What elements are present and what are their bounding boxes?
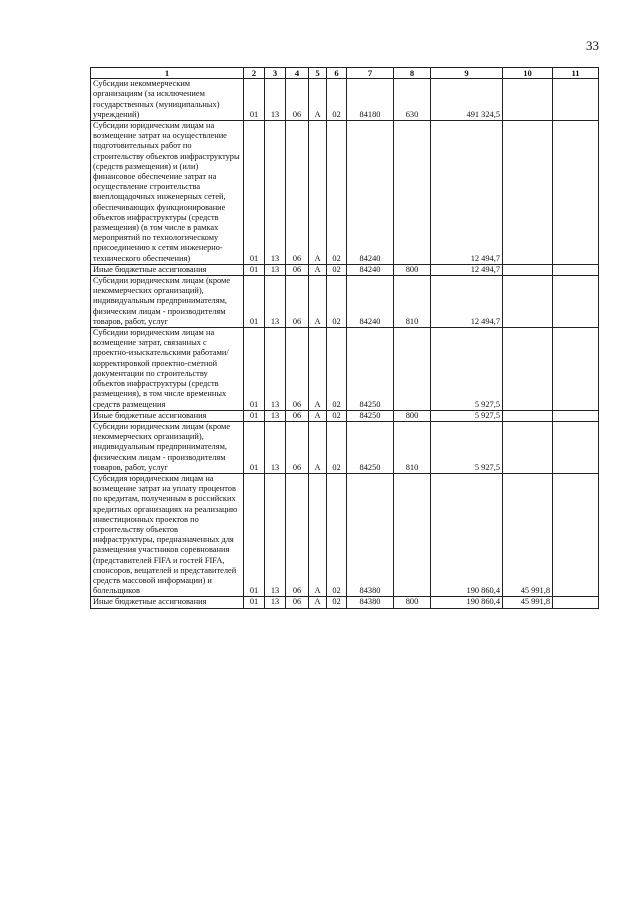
row-cell-c6: 02 (327, 79, 347, 121)
row-cell-c4: 06 (286, 473, 309, 596)
row-cell-c11 (553, 473, 599, 596)
row-cell-c4: 06 (286, 79, 309, 121)
row-cell-c3: 13 (265, 79, 286, 121)
row-cell-c10 (503, 328, 553, 411)
row-cell-c10 (503, 79, 553, 121)
row-cell-c9: 12 494,7 (431, 121, 503, 265)
row-cell-c6: 02 (327, 597, 347, 608)
row-cell-c10 (503, 421, 553, 473)
row-cell-c3: 13 (265, 473, 286, 596)
row-cell-c4: 06 (286, 597, 309, 608)
row-cell-c7: 84240 (347, 264, 394, 275)
row-cell-c8: 810 (394, 421, 431, 473)
row-cell-c8 (394, 328, 431, 411)
row-cell-c7: 84250 (347, 410, 394, 421)
row-cell-c9: 190 860,4 (431, 473, 503, 596)
row-description: Субсидии юридическим лицам на возмещение затрат на осуществление подготовительных работ по строительству объектов инфраструктуры (средств размещения) и (или) финансовое обеспечение затрат на осуществление строительства внеплощадочных инженерных сетей, обеспечивающих функционирование объектов инфраструктуры (средств размещения) (в том числе в рамках мероприятий по технологическому присоединению к сетям инженерно-технического обеспечения) (91, 121, 244, 265)
row-cell-c6: 02 (327, 328, 347, 411)
budget-table (90, 67, 599, 609)
row-cell-c5: А (309, 264, 327, 275)
row-cell-c3: 13 (265, 421, 286, 473)
row-cell-c5: А (309, 421, 327, 473)
row-cell-c6: 02 (327, 410, 347, 421)
row-cell-c9: 5 927,5 (431, 328, 503, 411)
row-cell-c2: 01 (244, 597, 265, 608)
row-cell-c4: 06 (286, 410, 309, 421)
col-header: 11 (553, 68, 599, 79)
row-cell-c3: 13 (265, 597, 286, 608)
row-cell-c2: 01 (244, 473, 265, 596)
row-cell-c10 (503, 276, 553, 328)
row-cell-c5: А (309, 597, 327, 608)
row-cell-c8: 630 (394, 79, 431, 121)
table-row (91, 121, 599, 265)
row-cell-c4: 06 (286, 264, 309, 275)
row-description: Иные бюджетные ассигнования (91, 597, 244, 608)
row-description: Субсидии юридическим лицам на возмещение затрат, связанных с проектно-изыскательскими работами/корректировкой проектно-сметной документации по строительству объектов инфраструктуры (средств размещения), в том числе временных средств размещения (91, 328, 244, 411)
col-header: 1 (91, 68, 244, 79)
row-cell-c5: А (309, 276, 327, 328)
col-header: 5 (309, 68, 327, 79)
row-cell-c8: 810 (394, 276, 431, 328)
row-cell-c7: 84240 (347, 121, 394, 265)
row-cell-c2: 01 (244, 421, 265, 473)
row-cell-c7: 84180 (347, 79, 394, 121)
row-cell-c9: 5 927,5 (431, 421, 503, 473)
col-header: 4 (286, 68, 309, 79)
col-header: 6 (327, 68, 347, 79)
row-description: Иные бюджетные ассигнования (91, 410, 244, 421)
row-description: Субсидии юридическим лицам (кроме некоммерческих организаций), индивидуальным предпринимателям, физическим лицам - производителям товаров, работ, услуг (91, 421, 244, 473)
table-row (91, 421, 599, 473)
row-cell-c2: 01 (244, 121, 265, 265)
row-cell-c3: 13 (265, 328, 286, 411)
row-cell-c10 (503, 410, 553, 421)
row-cell-c2: 01 (244, 264, 265, 275)
table-row (91, 328, 599, 411)
row-cell-c2: 01 (244, 276, 265, 328)
col-header: 9 (431, 68, 503, 79)
row-cell-c5: А (309, 121, 327, 265)
row-cell-c2: 01 (244, 410, 265, 421)
row-cell-c7: 84250 (347, 328, 394, 411)
col-header: 3 (265, 68, 286, 79)
row-cell-c8 (394, 121, 431, 265)
row-cell-c10: 45 991,8 (503, 473, 553, 596)
row-cell-c7: 84250 (347, 421, 394, 473)
col-header: 10 (503, 68, 553, 79)
row-cell-c3: 13 (265, 121, 286, 265)
table-row (91, 410, 599, 421)
col-header: 7 (347, 68, 394, 79)
header-row (91, 68, 599, 79)
row-cell-c9: 491 324,5 (431, 79, 503, 121)
row-cell-c8: 800 (394, 597, 431, 608)
row-cell-c11 (553, 121, 599, 265)
row-cell-c4: 06 (286, 121, 309, 265)
row-cell-c9: 190 860,4 (431, 597, 503, 608)
row-description: Субсидия юридическим лицам на возмещение затрат на уплату процентов по кредитам, полученным в российских кредитных организациях на реализацию инвестиционных проектов по строительству объектов инфраструктуры, предназначенных для размещения участников соревнования (представителей FIFA и гостей FIFA, спонсоров, вещателей и представителей средств массовой информации) и болельщиков (91, 473, 244, 596)
row-description: Субсидии некоммерческим организациям (за исключением государственных (муниципальных) учреждений) (91, 79, 244, 121)
row-cell-c9: 5 927,5 (431, 410, 503, 421)
row-cell-c11 (553, 597, 599, 608)
row-cell-c9: 12 494,7 (431, 276, 503, 328)
row-cell-c5: А (309, 473, 327, 596)
row-cell-c8: 800 (394, 410, 431, 421)
row-cell-c11 (553, 264, 599, 275)
row-cell-c8 (394, 473, 431, 596)
row-cell-c7: 84240 (347, 276, 394, 328)
row-cell-c11 (553, 79, 599, 121)
row-cell-c10 (503, 121, 553, 265)
page-number: 33 (586, 38, 599, 53)
row-cell-c8: 800 (394, 264, 431, 275)
row-cell-c2: 01 (244, 79, 265, 121)
row-cell-c10 (503, 264, 553, 275)
col-header: 8 (394, 68, 431, 79)
row-cell-c10: 45 991,8 (503, 597, 553, 608)
row-description: Субсидии юридическим лицам (кроме некоммерческих организаций), индивидуальным предпринимателям, физическим лицам - производителям товаров, работ, услуг (91, 276, 244, 328)
row-cell-c3: 13 (265, 410, 286, 421)
table-row (91, 264, 599, 275)
row-cell-c5: А (309, 410, 327, 421)
row-cell-c7: 84380 (347, 473, 394, 596)
row-cell-c6: 02 (327, 421, 347, 473)
row-cell-c2: 01 (244, 328, 265, 411)
row-cell-c11 (553, 328, 599, 411)
table-row (91, 276, 599, 328)
row-cell-c3: 13 (265, 264, 286, 275)
row-cell-c5: А (309, 79, 327, 121)
row-cell-c6: 02 (327, 276, 347, 328)
row-cell-c4: 06 (286, 328, 309, 411)
row-cell-c4: 06 (286, 276, 309, 328)
row-cell-c6: 02 (327, 264, 347, 275)
row-cell-c4: 06 (286, 421, 309, 473)
table-row (91, 79, 599, 121)
row-cell-c11 (553, 421, 599, 473)
table-row (91, 597, 599, 608)
row-cell-c5: А (309, 328, 327, 411)
table-row (91, 473, 599, 596)
row-cell-c6: 02 (327, 473, 347, 596)
row-cell-c6: 02 (327, 121, 347, 265)
row-cell-c3: 13 (265, 276, 286, 328)
row-cell-c7: 84380 (347, 597, 394, 608)
row-cell-c9: 12 494,7 (431, 264, 503, 275)
row-cell-c11 (553, 276, 599, 328)
row-description: Иные бюджетные ассигнования (91, 264, 244, 275)
col-header: 2 (244, 68, 265, 79)
row-cell-c11 (553, 410, 599, 421)
